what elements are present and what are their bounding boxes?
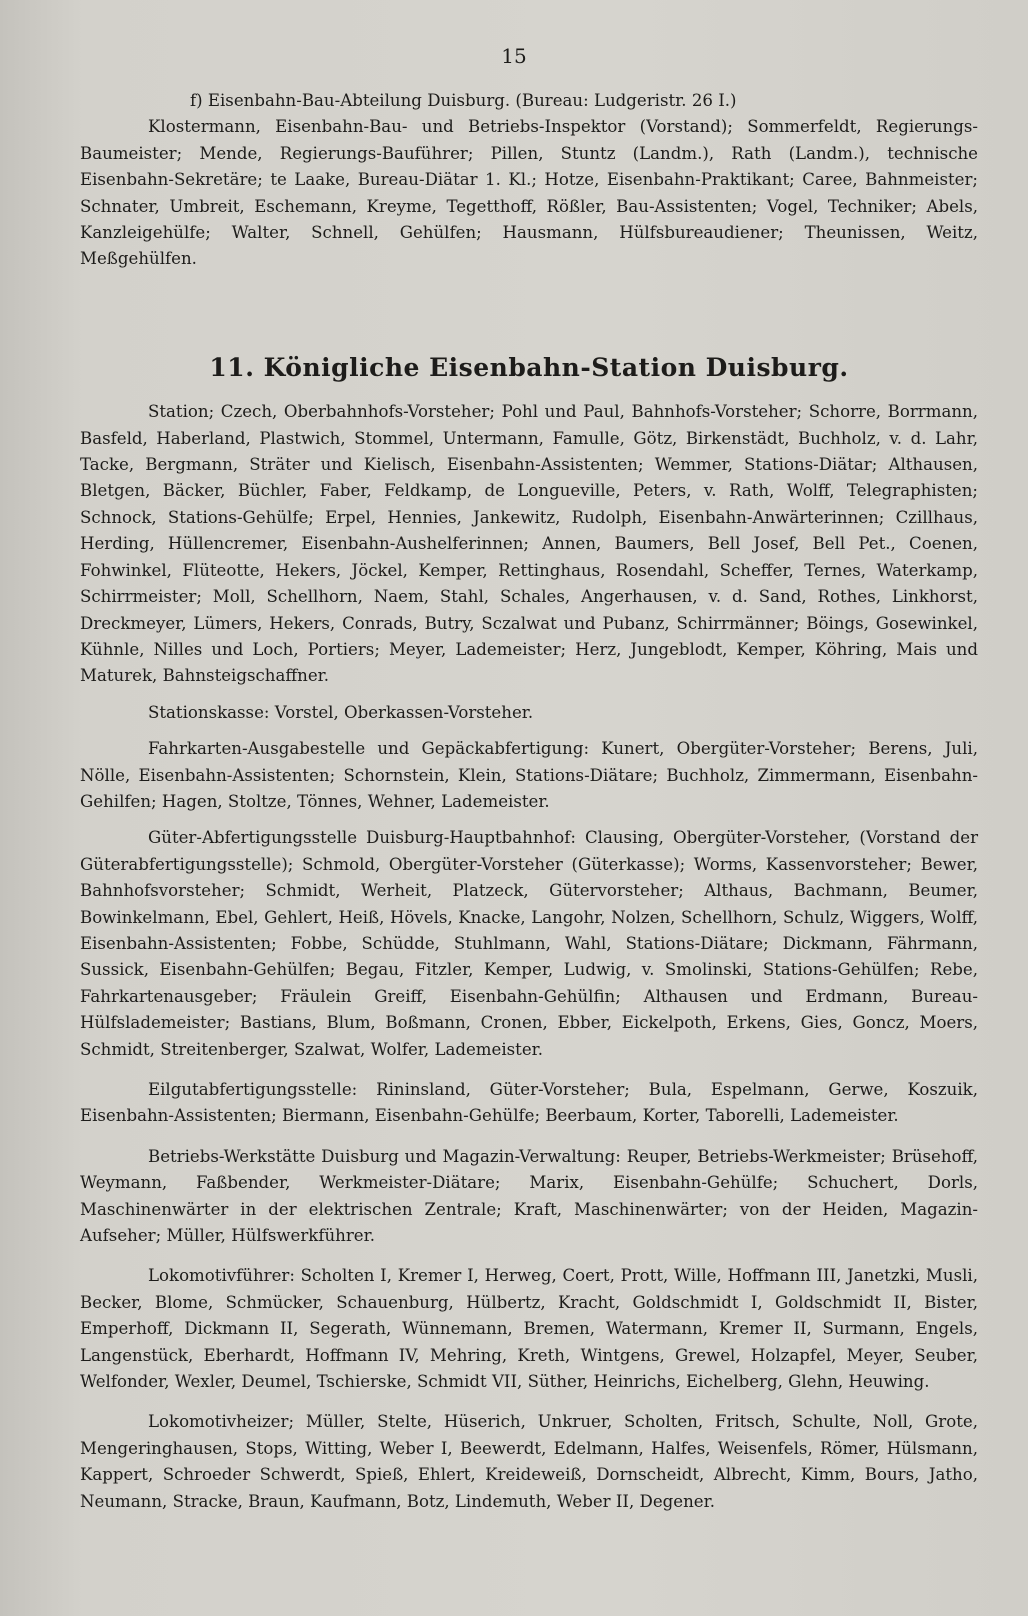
paragraph-stationskasse: Stationskasse: Vorstel, Oberkassen-Vorsteher. — [148, 702, 534, 722]
page-number: 15 — [501, 44, 527, 68]
paragraph-fahrkarten: Fahrkarten-Ausgabestelle und Gepäckabfertigung: Kunert, Obergüter-Vorsteher; Berens, Juli, Nölle, Eisenbahn-Assistenten; Schornstein, Klein, Stations-Diätare; Buchholz, Zimmermann, Eisenbahn-Gehilfen; Hagen, Stoltze, Tönnes, Wehner, Lademeister. — [80, 739, 978, 811]
section-11-heading: 11. Königliche Eisenbahn-Station Duisburg. — [209, 352, 849, 382]
paragraph-gueterabfertigung: Güter-Abfertigungsstelle Duisburg-Hauptbahnhof: Clausing, Obergüter-Vorsteher, (Vorstand der Güterabfertigungsstelle); Schmold, Obergüter-Vorsteher (Güterkasse); Worms, Kassenvorsteher; Bewer, Bahnhofsvorsteher; Schmidt, Werheit, Platzeck, Gütervorsteher; Althaus, Bachmann, Beumer, Bowinkelmann, Ebel, Gehlert, Heiß, Hövels, Knacke, Langohr, Nolzen, Schellhorn, Schulz, Wiggers, Wolff, Eisenbahn-Assistenten; Fobbe, Schüdde, Stuhlmann, Wahl, Stations-Diätare; Dickmann, Fährmann, Sussick, Eisenbahn-Gehülfen; Begau, Fitzler, Kemper, Ludwig, v. Smolinski, Stations-Gehülfen; Rebe, Fahrkartenausgeber; Fräulein Greiff, Eisenbahn-Gehülfin; Althausen und Erdmann, Bureau-Hülfslademeister; Bastians, Blum, Boßmann, Cronen, Ebber, Eickelpoth, Erkens, Gies, Goncz, Moers, Schmidt, Streitenberger, Szalwat, Wolfer, Lademeister. — [80, 828, 978, 1059]
paragraph-lokomotivheizer: Lokomotivheizer; Müller, Stelte, Hüserich, Unkruer, Scholten, Fritsch, Schulte, Noll, Grote, Mengeringhausen, Stops, Witting, Weber I, Beewerdt, Edelmann, Halfes, Weisenfels, Römer, Hülsmann, Kappert, Schroeder Schwerdt, Spieß, Ehlert, Kreideweiß, Dornscheidt, Albrecht, Kimm, Bours, Jatho, Neumann, Stracke, Braun, Kaufmann, Botz, Lindemuth, Weber II, Degener. — [80, 1412, 978, 1511]
section-f-body: Klostermann, Eisenbahn-Bau- und Betriebs-Inspektor (Vorstand); Sommerfeldt, Regierungs-Baumeister; Mende, Regierungs-Bauführer; Pillen, Stuntz (Landm.), Rath (Landm.), technische Eisenbahn-Sekretäre; te Laake, Bureau-Diätar 1. Kl.; Hotze, Eisenbahn-Praktikant; Caree, Bahnmeister; Schnater, Umbreit, Eschemann, Kreyme, Tegetthoff, Rößler, Bau-Assistenten; Vogel, Techniker; Abels, Kanzleigehülfe; Walter, Schnell, Gehülfen; Hausmann, Hülfsbureaudiener; Theunissen, Weitz, Meßgehülfen. — [80, 117, 978, 269]
paragraph-lokomotivfuehrer: Lokomotivführer: Scholten I, Kremer I, Herweg, Coert, Prott, Wille, Hoffmann III, Janetzki, Musli, Becker, Blome, Schmücker, Schauenburg, Hülbertz, Kracht, Goldschmidt I, Goldschmidt II, Bister, Emperhoff, Dickmann II, Segerath, Wünnemann, Bremen, Watermann, Kremer II, Surmann, Engels, Langenstück, Eberhardt, Hoffmann IV, Mehring, Kreth, Wintgens, Grewel, Holzapfel, Meyer, Seuber, Welfonder, Wexler, Deumel, Tschierske, Schmidt VII, Süther, Heinrichs, Eichelberg, Glehn, Heuwing. — [80, 1266, 978, 1392]
paragraph-werkstaette: Betriebs-Werkstätte Duisburg und Magazin-Verwaltung: Reuper, Betriebs-Werkmeister; Brüsehoff, Weymann, Faßbender, Werkmeister-Diätare; Marix, Eisenbahn-Gehülfe; Schuchert, Dorls, Maschinenwärter in der elektrischen Zentrale; Kraft, Maschinenwärter; von der Heiden, Magazin-Aufseher; Müller, Hülfswerkführer. — [80, 1146, 978, 1246]
page-content — [80, 88, 978, 1515]
section-f-heading: f) Eisenbahn-Bau-Abteilung Duisburg. (Bureau: Ludgeristr. 26 I.) — [190, 91, 737, 110]
paragraph-eilgut: Eilgutabfertigungsstelle: Rininsland, Güter-Vorsteher; Bula, Espelmann, Gerwe, Koszuik, Eisenbahn-Assistenten; Biermann, Eisenbahn-Gehülfe; Beerbaum, Korter, Taborelli, Lademeister. — [80, 1080, 978, 1126]
paragraph-station: Station; Czech, Oberbahnhofs-Vorsteher; Pohl und Paul, Bahnhofs-Vorsteher; Schorre, Borrmann, Basfeld, Haberland, Plastwich, Stommel, Untermann, Famulle, Götz, Birkenstädt, Buchholz, v. d. Lahr, Tacke, Bergmann, Sträter und Kielisch, Eisenbahn-Assistenten; Wemmer, Stations-Diätar; Althausen, Bletgen, Bäcker, Büchler, Faber, Feldkamp, de Longueville, Peters, v. Rath, Wolff, Telegraphisten; Schnock, Stations-Gehülfe; Erpel, Hennies, Jankewitz, Rudolph, Eisenbahn-Anwärterinnen; Czillhaus, Herding, Hüllencremer, Eisenbahn-Aushelferinnen; Annen, Baumers, Bell Josef, Bell Pet., Coenen, Fohwinkel, Flüteotte, Hekers, Jöckel, Kemper, Rettinghaus, Rosendahl, Scheffer, Ternes, Waterkamp, Schirrmeister; Moll, Schellhorn, Naem, Stahl, Schales, Angerhausen, v. d. Sand, Rothes, Linkhorst, Dreckmeyer, Lümers, Hekers, Conrads, Butry, Sczalwat und Pubanz, Schirrmänner; Böings, Gosewinkel, Kühnle, Nilles und Loch, Portiers; Meyer, Lademeister; Herz, Jungeblodt, Kemper, Köhring, Mais und Maturek, Bahnsteigschaffner. — [80, 402, 978, 686]
